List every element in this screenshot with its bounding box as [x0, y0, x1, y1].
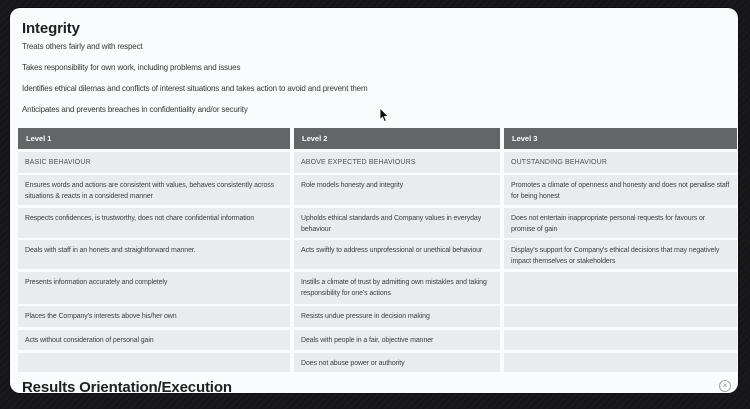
table-cell: Role models honesty and integrity	[294, 175, 500, 205]
table-cell: Does not abuse power or authority	[294, 353, 500, 373]
table-cell: Does not entertain inappropriate personal requests for favours or promise of gain	[504, 208, 737, 238]
table-cell: Acts swiftly to address unprofessional or unethical behaviour	[294, 240, 500, 269]
table-cell: Instills a climate of trust by admitting own mistakles and taking responsibility for one's actions	[294, 272, 500, 304]
table-cell: Deals with people in a fair, objective manner	[294, 330, 500, 351]
mouse-cursor-icon	[379, 108, 390, 128]
subheader-cell: ABOVE EXPECTED BEHAVIOURS	[294, 152, 500, 173]
table-cell: Resists undue pressure in decision making	[294, 306, 500, 327]
table-cell: Deals with staff in an honets and straightforward manner.	[18, 240, 290, 269]
table-cell: Upholds ethical standards and Company values in everyday behaviour	[294, 208, 500, 238]
table-cell	[18, 353, 290, 373]
page-title: Integrity	[22, 20, 80, 37]
intro-line: Takes responsibility for own work, including problems and issues	[22, 63, 241, 72]
table-cell	[504, 272, 737, 304]
close-icon[interactable]: ×	[719, 380, 731, 392]
table-cell: Display's support for Company's ethical decisions that may negatively impact themselves or stakeholders	[504, 240, 737, 269]
table-cell: Acts without consideration of personal gain	[18, 330, 290, 351]
competency-table	[18, 128, 737, 372]
table-cell	[504, 330, 737, 351]
column-header-level-2: Level 2	[294, 128, 500, 149]
table-cell	[504, 306, 737, 327]
column-header-level-1: Level 1	[18, 128, 290, 149]
table-cell	[504, 353, 737, 373]
intro-line: Treats others fairly and with respect	[22, 42, 143, 51]
table-cell: Ensures words and actions are consistent with values, behaves consistently across situations & reacts in a considered manner	[18, 175, 290, 205]
table-cell: Respects confidences, is trustworthy, does not chare confidential information	[18, 208, 290, 238]
table-cell: Promotes a climate of openness and honesty and does not penalise staff for being honest	[504, 175, 737, 205]
subheader-cell: BASIC BEHAVIOUR	[18, 152, 290, 173]
document-panel	[10, 8, 738, 393]
table-cell: Presents information accurately and completely	[18, 272, 290, 304]
intro-line: Anticipates and prevents breaches in confidentiality and/or security	[22, 105, 248, 114]
intro-line: Identifies ethical dilemas and conflicts of interest situations and takes action to avoid and prevent them	[22, 84, 368, 93]
subheader-cell: OUTSTANDING BEHAVIOUR	[504, 152, 737, 173]
next-section-title: Results Orientation/Execution	[22, 379, 232, 393]
table-cell: Places the Company's interests above his/her own	[18, 306, 290, 327]
column-header-level-3: Level 3	[504, 128, 737, 149]
